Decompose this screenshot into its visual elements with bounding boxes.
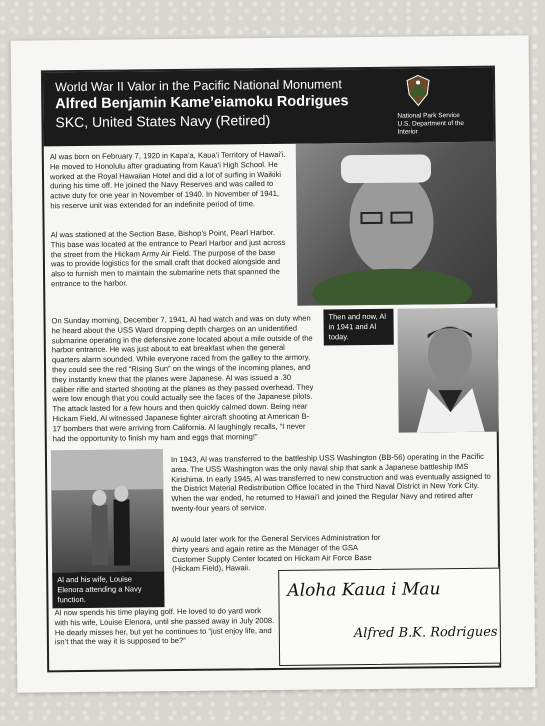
veteran-name: Alfred Benjamin Kame’eiamoku Rodrigues: [55, 93, 349, 113]
caption-wife: Al and his wife, Louise Elenora attending a Navy function.: [52, 571, 164, 608]
monument-title: World War II Valor in the Pacific National Monument: [55, 77, 342, 95]
photo-al-1941: [397, 308, 498, 433]
photo-al-and-wife: [51, 449, 164, 572]
veteran-rank: SKC, United States Navy (Retired): [55, 112, 271, 131]
paragraph-transfer: In 1943, Al was transferred to the battleship USS Washington (BB-56) operating in the Pacific area. The USS Washington was the only naval ship that sank a Japanese battleship IMS Kirishima. In early 1945, Al was transferred to new construction and was eventually assigned to the District Material Redistribution Office located in the Third Naval District in New York City. When the war ended, he returned to Hawai‘i and joined the Regular Navy and retired after twenty-four years of service.: [170, 451, 491, 514]
agency-label: [397, 112, 485, 137]
header-banner: [43, 68, 494, 147]
paragraph-stationed: Al was stationed at the Section Base, Bishop’s Point, Pearl Harbor. This base was located at the entrance to Pearl Harbor and just across the street from the Hickam Army Air Field. The purpose of the base was to provide logistics for the small craft that docked alongside and also to furnish men to maintain the submarine nets that spanned the entrance to the harbor.: [50, 227, 286, 289]
signature-box: [278, 568, 501, 666]
agency-line-2: U.S. Department of the Interior: [397, 119, 465, 136]
content-frame: [41, 66, 501, 673]
signature-aloha: Aloha Kaua i Mau: [287, 579, 441, 601]
nps-arrowhead-icon: [405, 74, 431, 106]
caption-then-now: Then and now, Al in 1941 and Al today.: [323, 309, 393, 346]
paragraph-attack-part: On Sunday morning, December 7, 1941, Al had watch and was on duty when he heard about the USS Ward dropping depth charges on an unidentified submarine operating in the defensive zone located about a mile outside of the harbor entrance. He was just about to eat breakfast when the general quarters alarm sounded. While everyone raced from the galley to the armory, they could see the red “Rising Sun” on the wings of the incoming planes, and they instantly knew that the planes were Japanese. Al was issued a .30 caliber rifle and started shooting at the planes as they passed overhead. They were low enough that you could actually see the faces of the Japanese pilots. The attack lasted for a few hours and then quickly calmed down. Being near Hickam Field, Al witnessed Japanese fighter aircraft shooting at American B-17 bombers that were arriving from California. Al laughingly recalls, “I never had the opportunity to finish my ham and eggs that morning!”: [51, 313, 314, 443]
document-page: [11, 35, 536, 692]
paragraph-gsa: Al would later work for the General Services Administration for thirty years and again retire as the Manager of the GSA Customer Supply Center located on Hickam Air Force Base (Hickam Field), Hawaii.: [171, 532, 381, 574]
paragraph-retirement: Al now spends his time playing golf. He loved to do yard work with his wife, Louise Elenora, until she passed away in July 2008. He dearly misses her, but yet he continues to “just enjoy life, and isn’t that the way it is supposed to be?”: [54, 606, 275, 647]
paragraph-birth: Al was born on February 7, 1920 in Kapa‘a, Kaua‘i Territory of Hawai‘i. He moved to Honolulu after graduating from Kaua‘i High School. He worked at the Royal Hawaiian Hotel and did a lot of surfing in Waikiki during his time off. He joined the Navy Reserves and was called to active duty for one year in November of 1940. In November of 1941, his reserve unit was extended for an indefinite period of time.: [49, 149, 286, 211]
photo-al-today: [296, 142, 498, 306]
signature-name: Alfred B.K. Rodrigues: [353, 624, 498, 642]
agency-line-1: National Park Service: [397, 112, 460, 120]
